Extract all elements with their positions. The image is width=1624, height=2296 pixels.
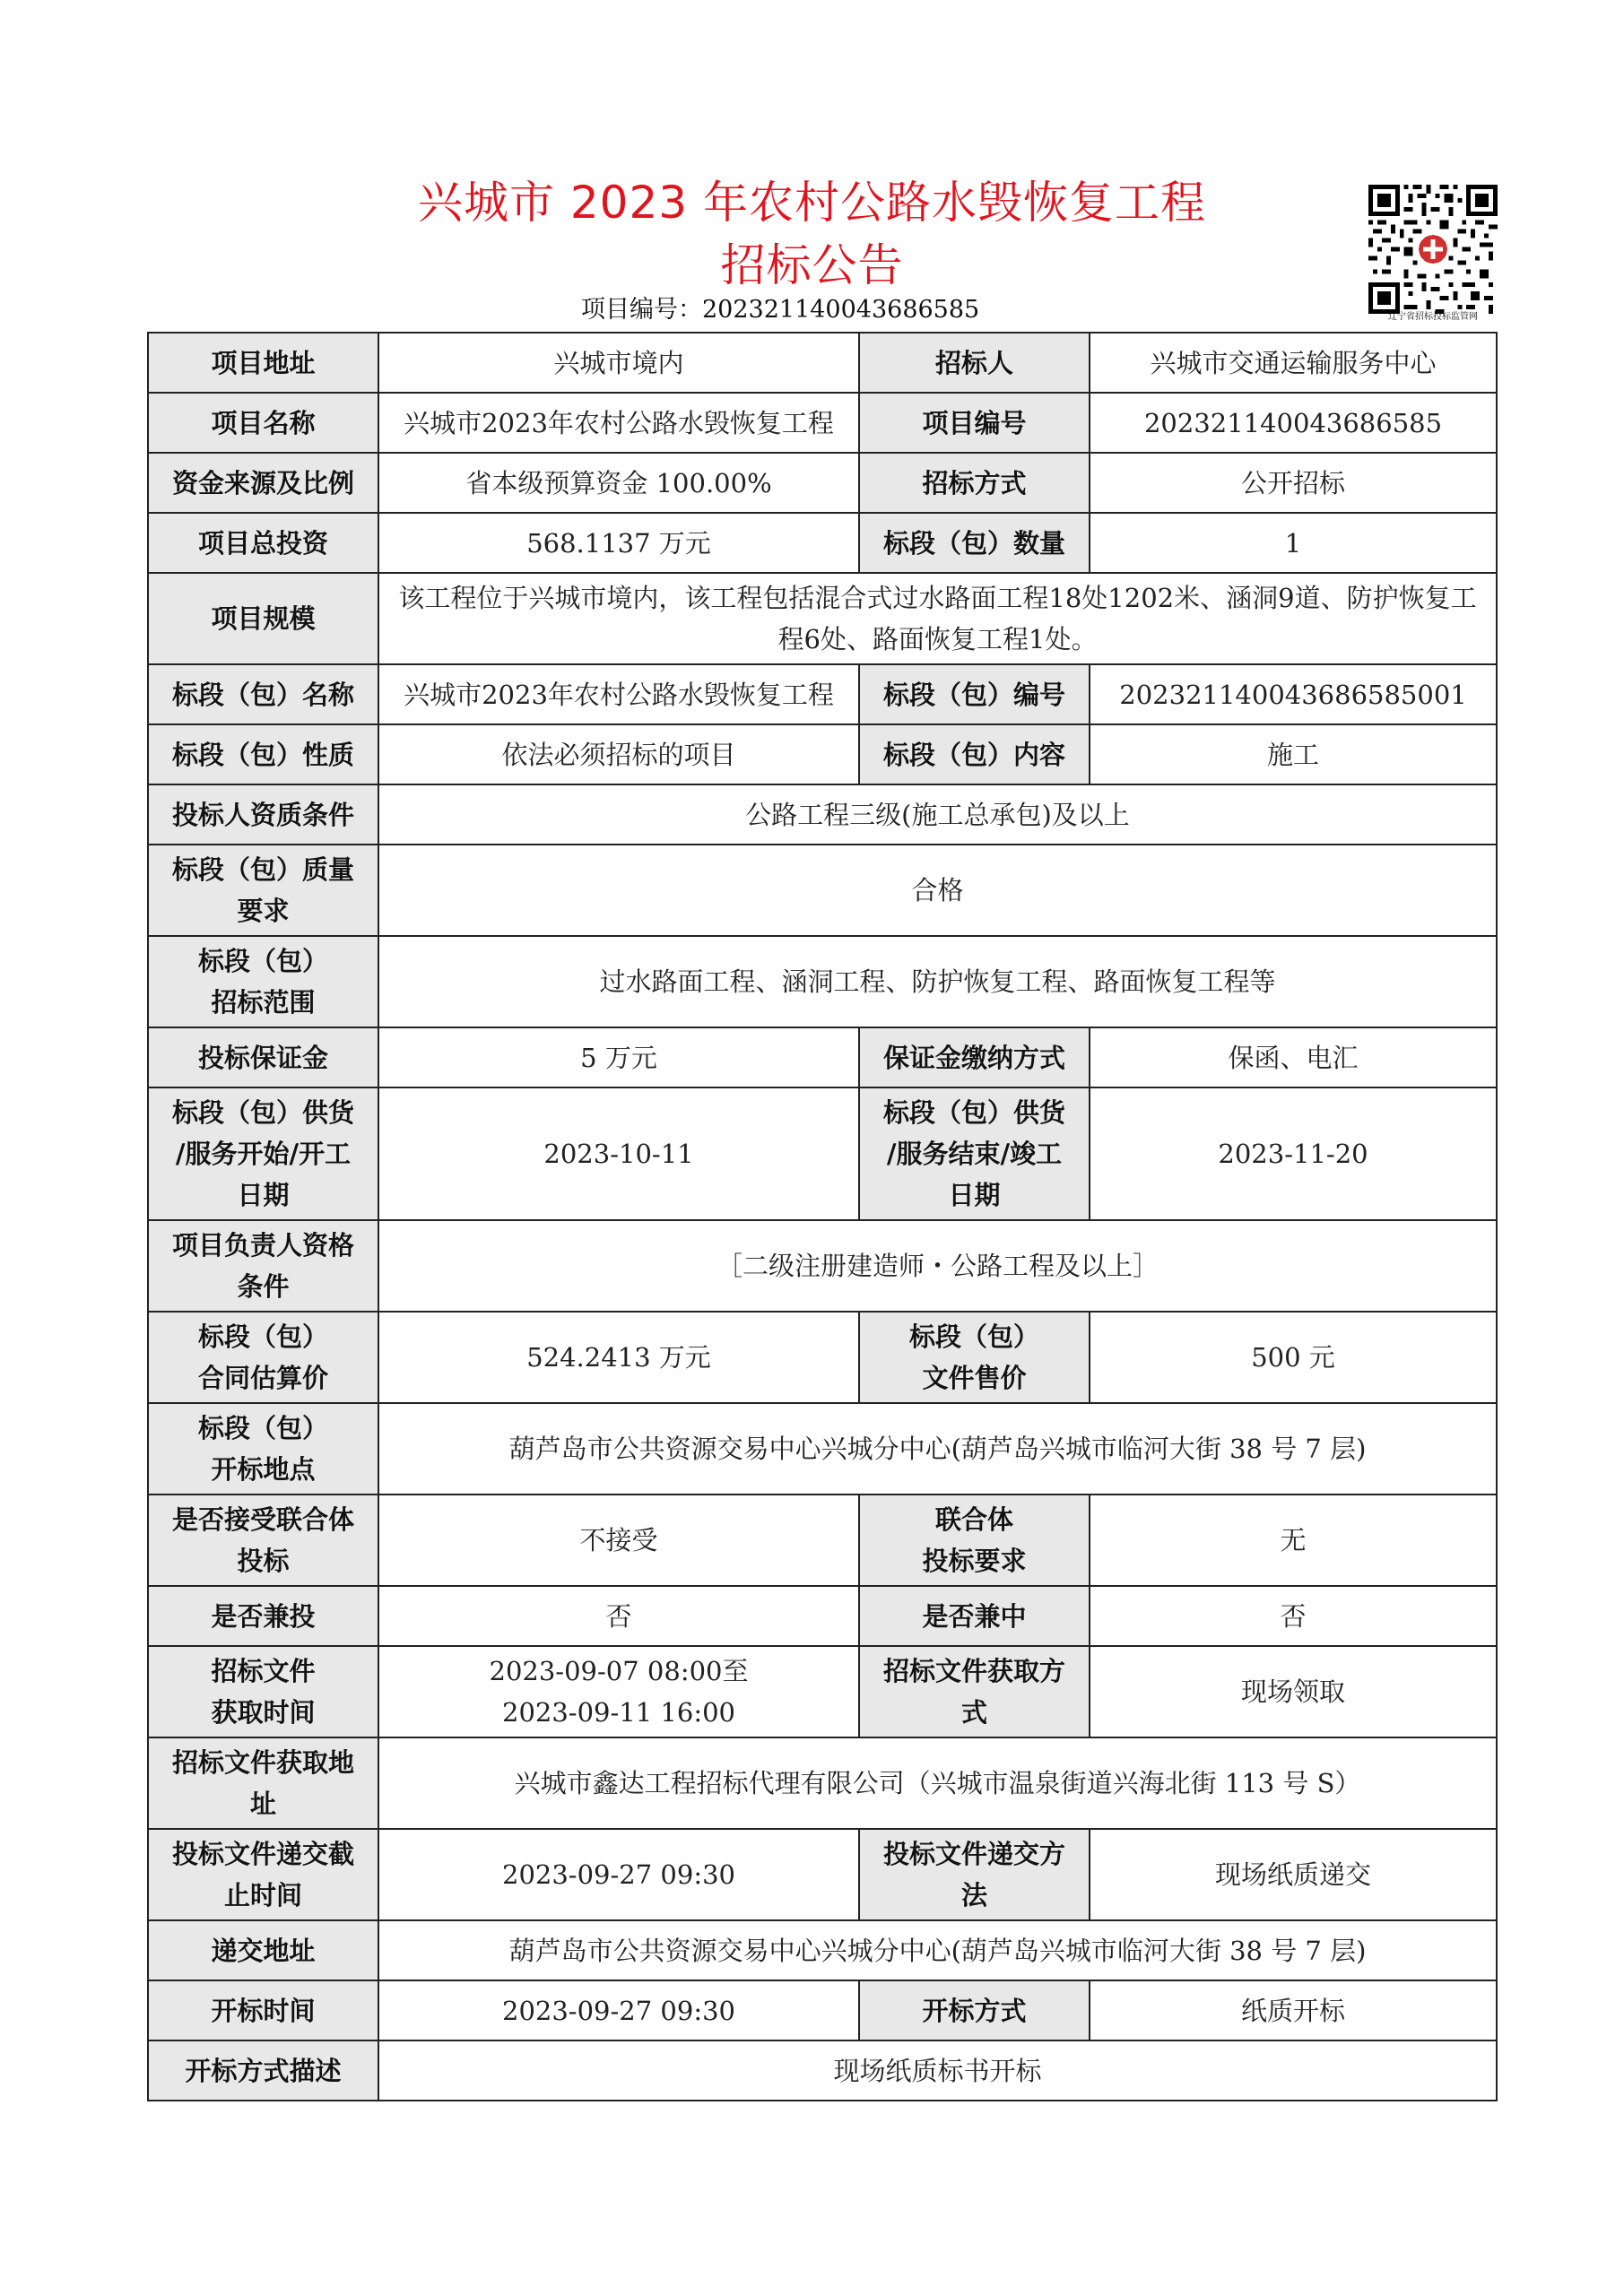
project-scale-label: 项目规模 [148, 573, 378, 664]
bidder-qualification-value: 公路工程三级(施工总承包)及以上 [378, 784, 1497, 845]
lot-nature-label: 标段（包）性质 [148, 724, 378, 784]
lot-content-value: 施工 [1090, 724, 1497, 784]
opening-time-value: 2023-09-27 09:30 [378, 1980, 859, 2040]
submission-method-label: 投标文件递交方 法 [859, 1829, 1090, 1920]
tenderer-value: 兴城市交通运输服务中心 [1090, 333, 1497, 393]
bond-payment-label: 保证金缴纳方式 [859, 1027, 1090, 1087]
bid-bond-value: 5 万元 [378, 1027, 859, 1087]
document-way-value: 现场领取 [1090, 1646, 1497, 1737]
document-time-value: 2023-09-07 08:00至 2023-09-11 16:00 [378, 1646, 859, 1737]
start-date-value: 2023-10-11 [378, 1087, 859, 1220]
table-row [148, 664, 1497, 724]
opening-place-value: 葫芦岛市公共资源交易中心兴城分中心(葫芦岛兴城市临河大街 38 号 7 层) [378, 1403, 1497, 1495]
consortium-value: 不接受 [378, 1495, 859, 1586]
total-investment-label: 项目总投资 [148, 513, 378, 573]
project-name-value: 兴城市2023年农村公路水毁恢复工程 [378, 393, 859, 453]
qr-code-icon [1368, 185, 1498, 314]
table-row [148, 1087, 1497, 1220]
consortium-requirement-label: 联合体 投标要求 [859, 1495, 1090, 1586]
opening-time-label: 开标时间 [148, 1980, 378, 2040]
table-row [148, 1829, 1497, 1920]
fund-source-value: 省本级预算资金 100.00% [378, 453, 859, 513]
opening-description-value: 现场纸质标书开标 [378, 2040, 1497, 2101]
table-row [148, 393, 1497, 453]
document-time-label: 招标文件 获取时间 [148, 1646, 378, 1737]
table-row [148, 936, 1497, 1027]
lot-name-label: 标段（包）名称 [148, 664, 378, 724]
tender-scope-value: 过水路面工程、涵洞工程、防护恢复工程、路面恢复工程等 [378, 936, 1497, 1027]
submission-deadline-label: 投标文件递交截 止时间 [148, 1829, 378, 1920]
submission-deadline-value: 2023-09-27 09:30 [378, 1829, 859, 1920]
opening-method-label: 开标方式 [859, 1980, 1090, 2040]
tenderer-label: 招标人 [859, 333, 1090, 393]
multi-win-value: 否 [1090, 1586, 1497, 1646]
consortium-requirement-value: 无 [1090, 1495, 1497, 1586]
project-address-label: 项目地址 [148, 333, 378, 393]
consortium-label: 是否接受联合体 投标 [148, 1495, 378, 1586]
opening-method-value: 纸质开标 [1090, 1980, 1497, 2040]
notice-title-line2: 招标公告 [720, 239, 904, 291]
table-row [148, 845, 1497, 936]
lot-code-label: 标段（包）编号 [859, 664, 1090, 724]
tender-scope-label: 标段（包） 招标范围 [148, 936, 378, 1027]
table-row [148, 1737, 1497, 1829]
document-way-label: 招标文件获取方 式 [859, 1646, 1090, 1737]
quality-requirement-label: 标段（包）质量 要求 [148, 845, 378, 936]
start-date-label: 标段（包）供货 /服务开始/开工 日期 [148, 1087, 378, 1220]
project-scale-value: 该工程位于兴城市境内，该工程包括混合式过水路面工程18处1202米、涵洞9道、防护恢复工程6处、路面恢复工程1处。 [378, 573, 1497, 664]
tender-method-value: 公开招标 [1090, 453, 1497, 513]
document-address-value: 兴城市鑫达工程招标代理有限公司（兴城市温泉街道兴海北街 113 号 S） [378, 1737, 1497, 1829]
notice-title-line1: 兴城市 2023 年农村公路水毁恢复工程 [417, 177, 1207, 229]
notice-table [147, 332, 1498, 2101]
lot-count-value: 1 [1090, 513, 1497, 573]
opening-description-label: 开标方式描述 [148, 2040, 378, 2101]
lot-content-label: 标段（包）内容 [859, 724, 1090, 784]
opening-place-label: 标段（包） 开标地点 [148, 1403, 378, 1495]
table-row [148, 453, 1497, 513]
end-date-value: 2023-11-20 [1090, 1087, 1497, 1220]
end-date-label: 标段（包）供货 /服务结束/竣工 日期 [859, 1087, 1090, 1220]
table-row [148, 1312, 1497, 1403]
quality-requirement-value: 合格 [378, 845, 1497, 936]
table-row [148, 513, 1497, 573]
manager-qualification-label: 项目负责人资格 条件 [148, 1220, 378, 1312]
table-row [148, 1980, 1497, 2040]
submission-method-value: 现场纸质递交 [1090, 1829, 1497, 1920]
fund-source-label: 资金来源及比例 [148, 453, 378, 513]
bond-payment-value: 保函、电汇 [1090, 1027, 1497, 1087]
project-address-value: 兴城市境内 [378, 333, 859, 393]
project-code-header: 项目编号：2023211400436865​85 [581, 296, 980, 324]
qr-caption: 辽宁省招标投标监管网 [1388, 312, 1478, 322]
contract-estimate-value: 524.2413 万元 [378, 1312, 859, 1403]
document-price-label: 标段（包） 文件售价 [859, 1312, 1090, 1403]
lot-code-value: 2023211400436865​85001 [1090, 664, 1497, 724]
tender-method-label: 招标方式 [859, 453, 1090, 513]
submission-address-value: 葫芦岛市公共资源交易中心兴城分中心(葫芦岛兴城市临河大街 38 号 7 层) [378, 1920, 1497, 1980]
multi-bid-value: 否 [378, 1586, 859, 1646]
multi-win-label: 是否兼中 [859, 1586, 1090, 1646]
table-row [148, 1495, 1497, 1586]
project-code-value: 2023211400436865​85 [1090, 393, 1497, 453]
table-row [148, 1403, 1497, 1495]
table-row [148, 1646, 1497, 1737]
project-name-label: 项目名称 [148, 393, 378, 453]
bidder-qualification-label: 投标人资质条件 [148, 784, 378, 845]
bid-bond-label: 投标保证金 [148, 1027, 378, 1087]
table-row [148, 1586, 1497, 1646]
table-row [148, 724, 1497, 784]
manager-qualification-value: ［二级注册建造师・公路工程及以上］ [378, 1220, 1497, 1312]
table-row [148, 573, 1497, 664]
total-investment-value: 568.1137 万元 [378, 513, 859, 573]
lot-count-label: 标段（包）数量 [859, 513, 1090, 573]
table-row [148, 784, 1497, 845]
table-row [148, 1920, 1497, 1980]
table-row [148, 333, 1497, 393]
table-row [148, 1027, 1497, 1087]
project-code-label: 项目编号 [859, 393, 1090, 453]
table-row [148, 1220, 1497, 1312]
multi-bid-label: 是否兼投 [148, 1586, 378, 1646]
document-price-value: 500 元 [1090, 1312, 1497, 1403]
table-row [148, 2040, 1497, 2101]
lot-nature-value: 依法必须招标的项目 [378, 724, 859, 784]
submission-address-label: 递交地址 [148, 1920, 378, 1980]
contract-estimate-label: 标段（包） 合同估算价 [148, 1312, 378, 1403]
document-address-label: 招标文件获取地 址 [148, 1737, 378, 1829]
lot-name-value: 兴城市2023年农村公路水毁恢复工程 [378, 664, 859, 724]
